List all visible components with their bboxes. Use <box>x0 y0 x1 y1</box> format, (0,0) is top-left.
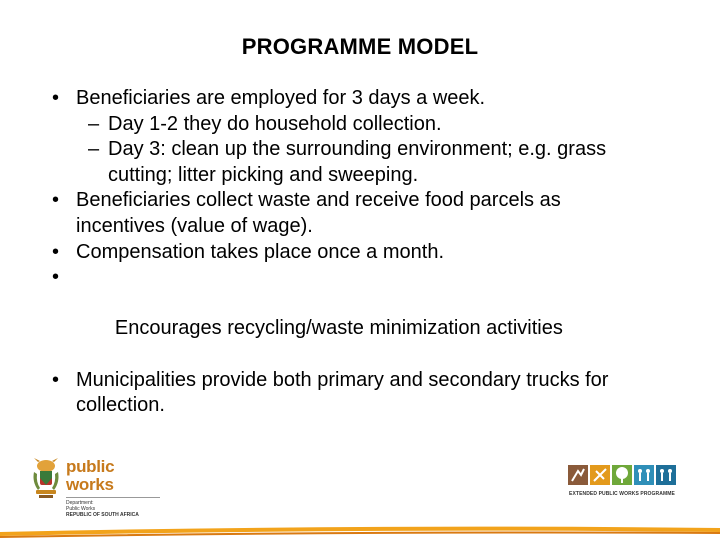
sub-bullet-text: Day 3: clean up the surrounding environment; e.g. grass cutting; litter picking and sweeping. <box>108 138 607 186</box>
dash-marker: – <box>88 138 100 161</box>
bullet-marker: • <box>52 87 60 109</box>
bullet-text: Municipalities provide both primary and secondary trucks for collection. <box>76 368 609 417</box>
epwp-icons <box>566 463 678 489</box>
sub-bullet-text: Day 1-2 they do household collection. <box>108 112 442 135</box>
bullet-marker: • <box>52 368 60 391</box>
bullet-text: Beneficiaries are employed for 3 days a week. <box>76 87 486 109</box>
epwp-logo <box>566 463 678 499</box>
bullet-item <box>44 86 684 112</box>
department-name: Public Works <box>66 506 96 512</box>
bullet-text: Beneficiaries collect waste and receive food parcels as incentives (value of wage). <box>76 189 561 237</box>
bullet-item <box>44 265 684 367</box>
sub-bullet-item <box>44 112 684 138</box>
slide-title: PROGRAMME MODEL <box>241 34 479 59</box>
family-icon <box>634 465 654 485</box>
coat-of-arms-icon <box>30 458 62 502</box>
sub-bullet-item <box>44 137 684 188</box>
dash-marker: – <box>88 112 100 135</box>
public-works-logo <box>30 457 160 518</box>
footer-swoosh <box>0 518 720 540</box>
epwp-caption: EXTENDED PUBLIC WORKS PROGRAMME <box>569 491 675 497</box>
people-icon <box>656 465 676 485</box>
bullet-text: Compensation takes place once a month. <box>76 240 444 263</box>
bullet-item <box>44 188 684 239</box>
bullet-marker: • <box>52 189 60 212</box>
public-works-name: public works <box>66 457 115 494</box>
bullet-marker: • <box>52 266 60 289</box>
bullet-list <box>44 86 684 419</box>
bullet-item <box>44 368 684 419</box>
bullet-marker: • <box>52 240 60 263</box>
bullet-item <box>44 240 684 266</box>
country-name: REPUBLIC OF SOUTH AFRICA <box>66 512 139 518</box>
construction-icon <box>568 465 588 485</box>
public-works-wordmark <box>66 458 160 518</box>
bullet-text: Encourages recycling/waste minimization activities <box>109 317 563 340</box>
department-label: Department: <box>66 500 94 506</box>
